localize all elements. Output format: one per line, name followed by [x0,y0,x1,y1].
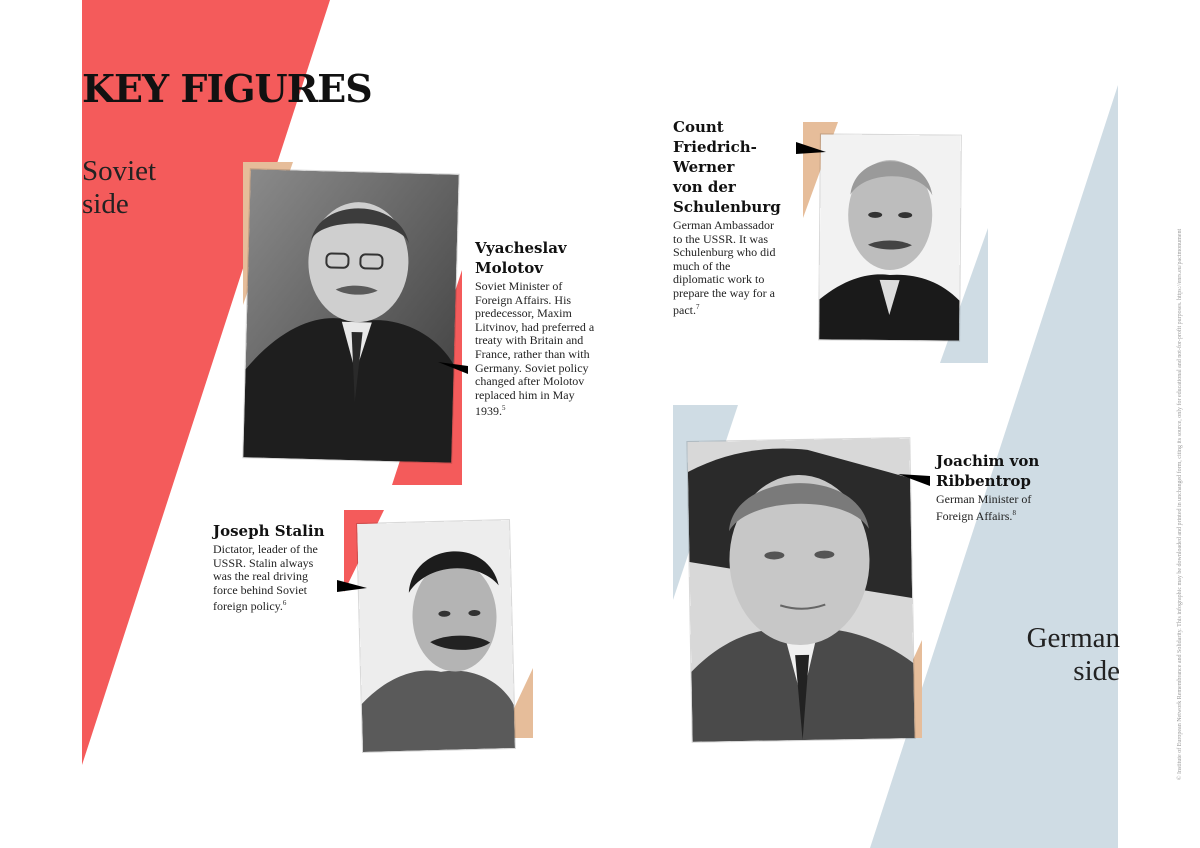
ribbentrop-pointer [898,474,932,488]
schulenburg-pointer [796,142,828,156]
schulenburg-name-line-2: Friedrich- [673,138,757,156]
copyright-credit-text: © Institute of European Network Remembrance and Solidarity. This infographic may be downloaded and printed in unchanged form, citing its source, only for educational and not-for-profit purposes. https://enrs.eu/pactmonument [1177,228,1183,780]
soviet-side-label-line-2: side [82,188,129,220]
schulenburg-name-line-1: Count [673,118,724,136]
schulenburg-caption [673,117,788,317]
ribbentrop-footnote: 8 [1012,508,1016,517]
stalin-photo [357,520,515,752]
molotov-pointer [438,362,470,376]
molotov-name-line-2: Molotov [475,259,543,277]
molotov-footnote: 5 [502,404,506,413]
molotov-name [475,238,600,278]
schulenburg-photo [819,134,961,340]
soviet-side-label-line-1: Soviet [82,155,157,187]
ribbentrop-name [936,451,1056,491]
schulenburg-footnote: 7 [696,302,700,311]
schulenburg-name-line-5: Schulenburg [673,198,781,216]
ribbentrop-name-line-2: Ribbentrop [936,472,1031,490]
german-side-label [990,622,1120,688]
soviet-side-label [82,155,202,221]
stalin-name-line-1: Joseph Stalin [213,522,325,540]
schulenburg-description-text: German Ambassador to the USSR. It was Schulenburg who did much of the diplomatic work to prepare the way for a pact. [673,218,776,317]
molotov-description [475,280,600,419]
stalin-description [213,543,333,614]
schulenburg-name-line-3: Werner [673,158,735,176]
stalin-footnote: 6 [282,599,287,608]
molotov-caption [475,238,600,419]
ribbentrop-description [936,493,1046,523]
stalin-caption [213,521,333,614]
stalin-description-text: Dictator, leader of the USSR. Stalin always was the real driving force behind Soviet foreign policy. [213,542,318,614]
molotov-photo [243,169,458,462]
ribbentrop-photo [687,438,914,742]
schulenburg-description [673,219,783,317]
copyright-credit [1176,228,1186,780]
german-side-label-line-1: German [1026,622,1120,654]
german-side-label-line-2: side [1073,655,1120,687]
ribbentrop-name-line-1: Joachim von [936,452,1040,470]
schulenburg-name-line-4: von der [673,178,736,196]
ribbentrop-caption [936,451,1056,523]
stalin-pointer [337,580,369,594]
schulenburg-name [673,117,788,217]
molotov-name-line-1: Vyacheslav [475,239,567,257]
stalin-name [213,521,333,541]
page-title: KEY FIGURES [82,66,372,111]
ribbentrop-description-text: German Minister of Foreign Affairs. [936,492,1032,523]
molotov-description-text: Soviet Minister of Foreign Affairs. His predecessor, Maxim Litvinov, had preferred a treaty with Britain and France, rather than with Germany. Soviet policy changed after Molotov replaced him in May 1939. [475,279,595,419]
